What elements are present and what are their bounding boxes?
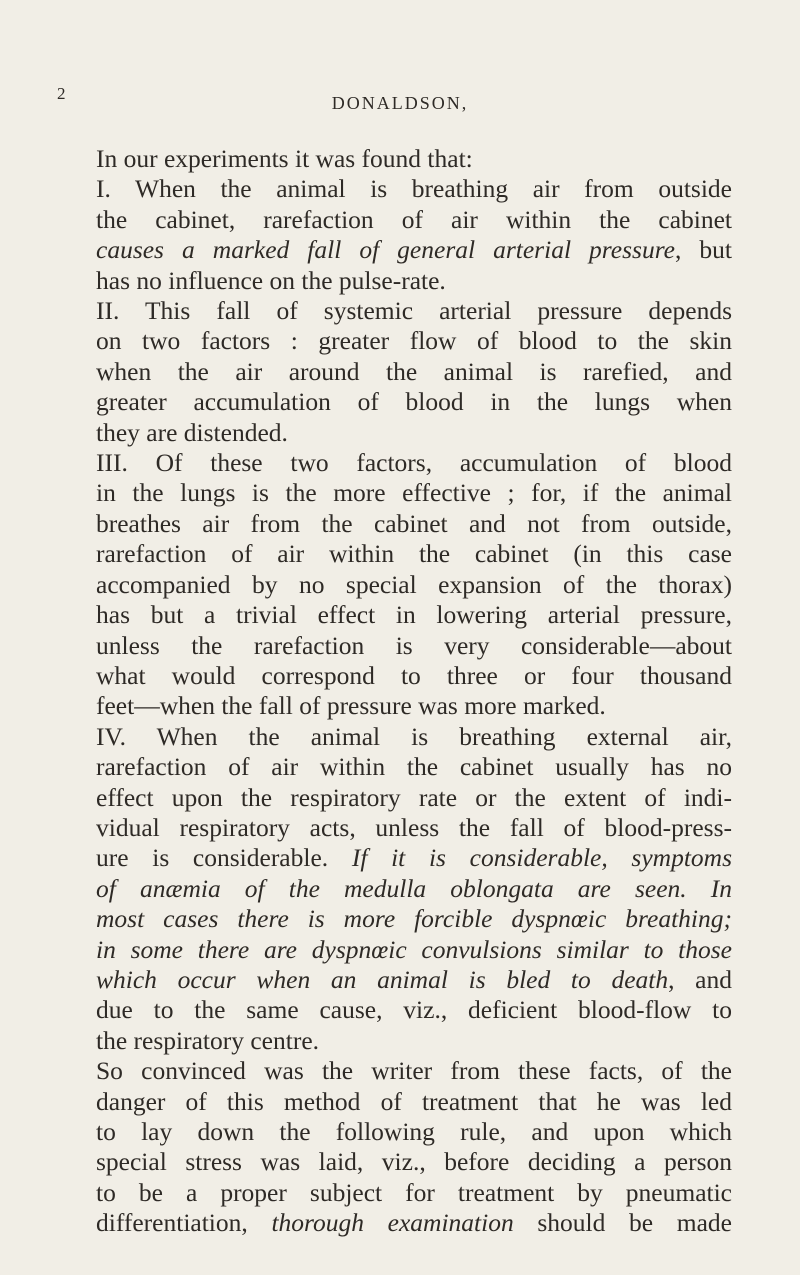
text-segment: in the lungs is the more effective ; for, if the animal [96, 478, 732, 508]
text-segment: ure is considerable. [96, 843, 352, 873]
text-line [96, 874, 732, 904]
italic-text: causes a marked fall of general arterial pressure [96, 235, 675, 265]
text-line [96, 813, 732, 843]
text-segment: due to the same cause, viz., deficient blood-flow to [96, 995, 732, 1025]
text-line [96, 752, 732, 782]
text-line [96, 478, 732, 508]
italic-text: in some there are dyspnœic convulsions similar to those [96, 934, 732, 964]
text-segment: accompanied by no special expansion of the thorax) [96, 569, 732, 599]
text-line [96, 387, 732, 417]
text-segment: special stress was laid, viz., before deciding a person [96, 1147, 732, 1177]
text-line [96, 296, 732, 326]
body-text [96, 144, 732, 1239]
text-line [96, 144, 732, 174]
text-segment: vidual respiratory acts, unless the fall of blood-press- [96, 812, 732, 842]
text-line [96, 600, 732, 630]
text-segment: rarefaction of air within the cabinet (in this case [96, 539, 732, 569]
text-segment: should be made [513, 1208, 732, 1238]
text-segment: II. This fall of systemic arterial pressure depends [96, 296, 732, 326]
text-line [96, 1056, 732, 1086]
text-line [96, 965, 732, 995]
text-line [96, 1117, 732, 1147]
text-line [96, 266, 732, 296]
running-head: DONALDSON, [331, 93, 469, 113]
text-segment: effect upon the respiratory rate or the extent of indi- [96, 782, 732, 812]
italic-text: thorough examination [271, 1208, 514, 1238]
text-segment: to be a proper subject for treatment by pneumatic [96, 1177, 732, 1207]
italic-text: If it is considerable, symptoms [351, 843, 732, 873]
text-line [96, 631, 732, 661]
text-segment: unless the rarefaction is very considerable—about [96, 630, 732, 660]
page-number: 2 [57, 84, 66, 103]
text-line [96, 509, 732, 539]
text-segment: has but a trivial effect in lowering arterial pressure, [96, 600, 732, 630]
italic-text: of anæmia of the medulla oblongata are seen. In [96, 873, 732, 903]
text-line [96, 1026, 732, 1056]
text-segment: differentiation, [96, 1208, 272, 1238]
text-line [96, 722, 732, 752]
text-segment: they are distended. [96, 417, 288, 447]
italic-text: which occur when an animal is bled to death [96, 964, 669, 994]
text-line [96, 326, 732, 356]
text-segment: III. Of these two factors, accumulation of blood [96, 448, 732, 478]
text-line [96, 904, 732, 934]
text-line [96, 448, 732, 478]
text-line [96, 418, 732, 448]
text-line [96, 995, 732, 1025]
text-segment: feet—when the fall of pressure was more marked. [96, 691, 606, 721]
text-segment: greater accumulation of blood in the lungs when [96, 387, 732, 417]
text-segment: In our experiments it was found that: [96, 144, 473, 173]
text-line [96, 1147, 732, 1177]
text-line [96, 843, 732, 873]
text-line [96, 691, 732, 721]
text-segment: , but [675, 235, 732, 265]
text-segment: to lay down the following rule, and upon which [96, 1117, 732, 1146]
text-line [96, 783, 732, 813]
italic-text: most cases there is more forcible dyspnœic breathing; [96, 904, 732, 934]
text-segment: on two factors : greater flow of blood to the skin [96, 326, 732, 356]
text-line [96, 1208, 732, 1238]
text-line [96, 570, 732, 600]
text-segment: danger of this method of treatment that he was led [96, 1086, 732, 1116]
text-segment: IV. When the animal is breathing external air, [96, 721, 732, 751]
text-line [96, 661, 732, 691]
text-line [96, 235, 732, 265]
text-line [96, 174, 732, 204]
text-segment: , and [668, 964, 732, 994]
text-line [96, 1178, 732, 1208]
text-line [96, 935, 732, 965]
text-segment: I. When the animal is breathing air from outside [96, 174, 732, 204]
text-line [96, 1087, 732, 1117]
text-segment: rarefaction of air within the cabinet usually has no [96, 752, 732, 782]
text-line [96, 539, 732, 569]
text-segment: the cabinet, rarefaction of air within the cabinet [96, 204, 732, 234]
text-segment: So convinced was the writer from these facts, of the [96, 1056, 732, 1086]
text-segment: breathes air from the cabinet and not from outside, [96, 508, 732, 538]
text-segment: the respiratory centre. [96, 1025, 320, 1055]
text-segment: when the air around the animal is rarefied, and [96, 356, 732, 386]
text-line [96, 357, 732, 387]
text-segment: has no influence on the pulse-rate. [96, 265, 446, 295]
text-line [96, 205, 732, 235]
text-segment: what would correspond to three or four thousand [96, 660, 732, 690]
